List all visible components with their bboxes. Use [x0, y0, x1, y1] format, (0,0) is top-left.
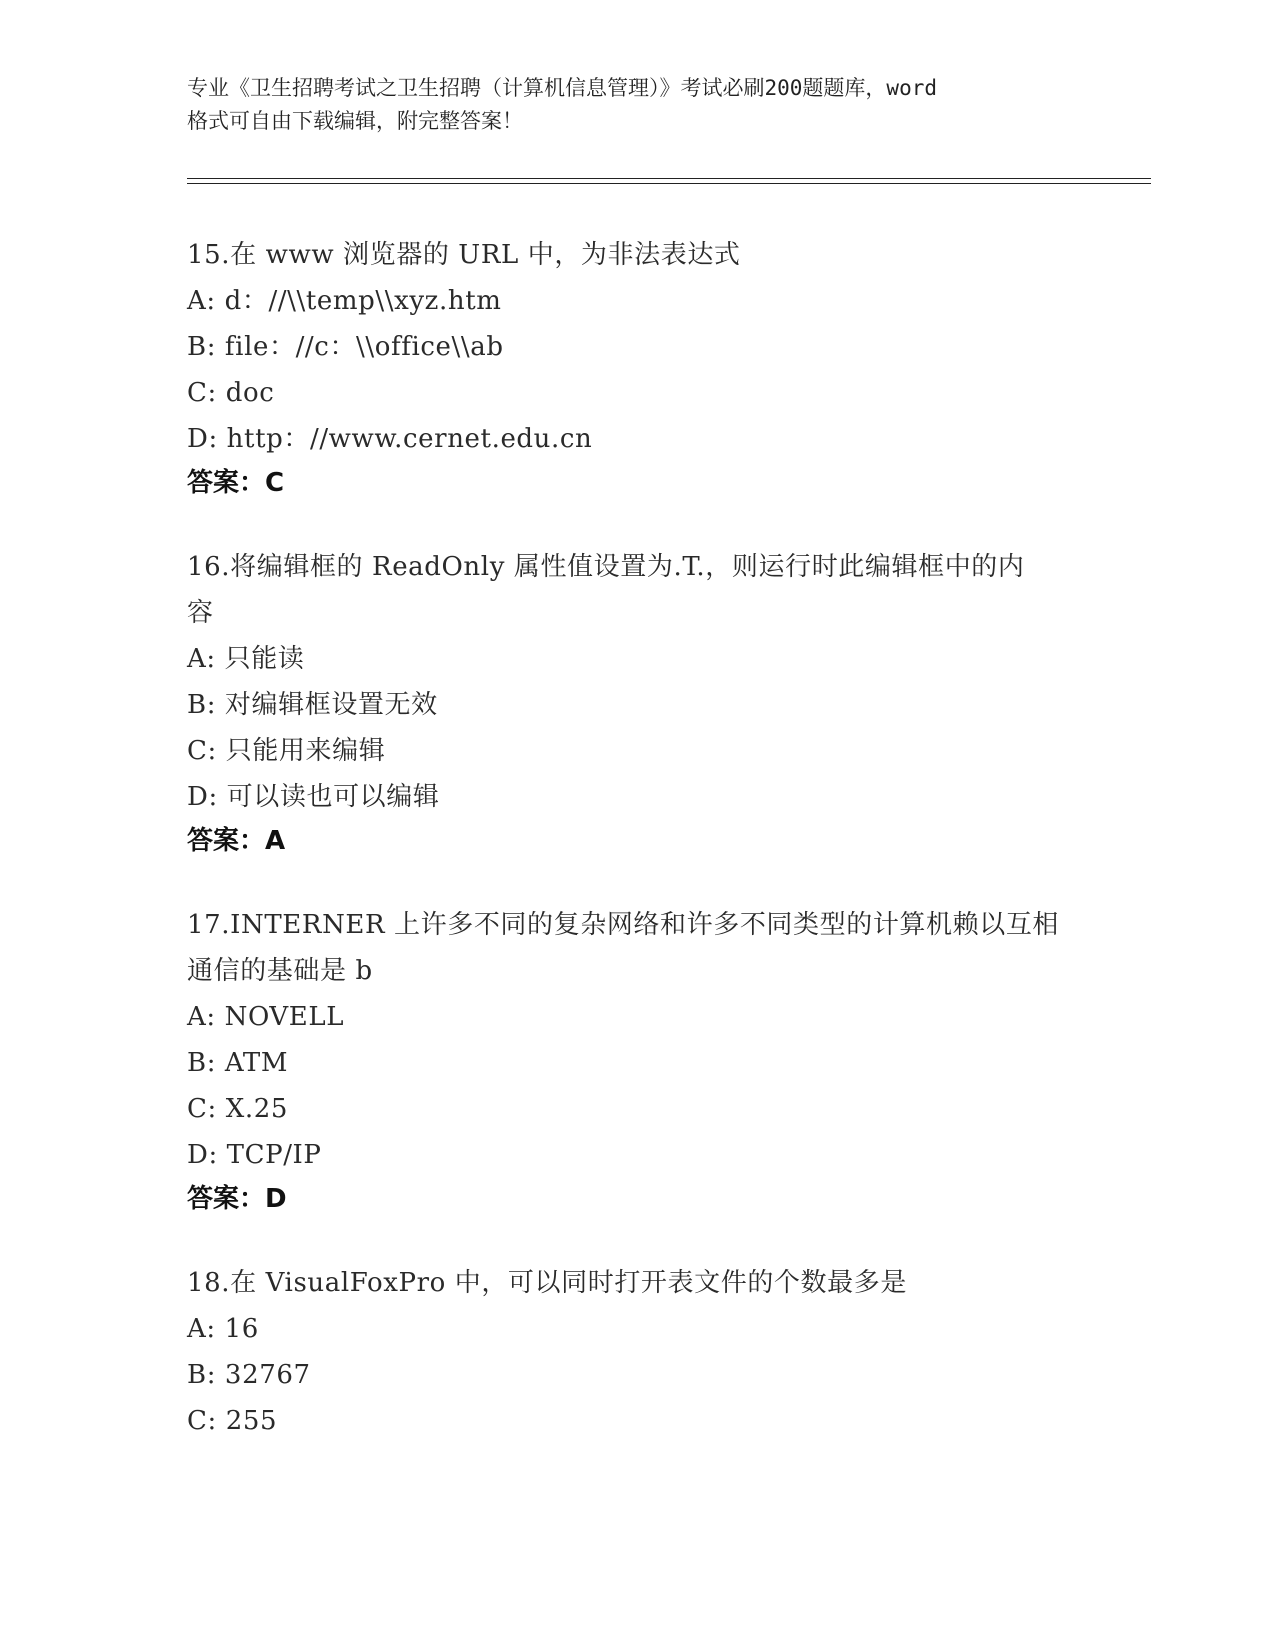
header-divider-bottom [187, 183, 1151, 184]
option-c: C: X.25 [187, 1094, 288, 1124]
answer-text: 答案：C [187, 468, 285, 498]
option-a: A: 只能读 [187, 644, 305, 674]
question-text: 16.将编辑框的 ReadOnly 属性值设置为.T.，则运行时此编辑框中的内 [187, 552, 1025, 582]
option-b: B: 对编辑框设置无效 [187, 690, 438, 720]
option-c: C: doc [187, 378, 275, 408]
answer-text: 答案：D [187, 1184, 287, 1214]
option-d: D: 可以读也可以编辑 [187, 782, 440, 812]
option-b: B: ATM [187, 1048, 289, 1078]
question-17 [187, 902, 1087, 1220]
question-text: 15.在 www 浏览器的 URL 中，为非法表达式 [187, 240, 741, 270]
header-divider-top [187, 178, 1151, 179]
answer-text: 答案：A [187, 826, 286, 856]
question-text-continued: 容 [187, 598, 214, 628]
header-line-1: 专业《卫生招聘考试之卫生招聘（计算机信息管理）》考试必刷200题题库，word [187, 76, 937, 100]
option-b: B: file：//c：\\office\\ab [187, 332, 504, 362]
header-line-2: 格式可自由下载编辑，附完整答案！ [187, 109, 523, 133]
question-16 [187, 544, 1087, 862]
question-15 [187, 232, 1087, 504]
question-list [187, 232, 1087, 1484]
question-text-continued: 通信的基础是 b [187, 956, 373, 986]
document-header [187, 72, 1087, 138]
option-c: C: 255 [187, 1406, 278, 1436]
option-a: A: d：//\\temp\\xyz.htm [187, 286, 502, 316]
option-c: C: 只能用来编辑 [187, 736, 386, 766]
question-text: 17.INTERNER 上许多不同的复杂网络和许多不同类型的计算机赖以互相 [187, 910, 1060, 940]
option-d: D: TCP/IP [187, 1140, 322, 1170]
option-a: A: NOVELL [187, 1002, 345, 1032]
option-b: B: 32767 [187, 1360, 311, 1390]
option-a: A: 16 [187, 1314, 259, 1344]
question-text: 18.在 VisualFoxPro 中，可以同时打开表文件的个数最多是 [187, 1268, 907, 1298]
question-18 [187, 1260, 1087, 1444]
option-d: D: http：//www.cernet.edu.cn [187, 424, 593, 454]
